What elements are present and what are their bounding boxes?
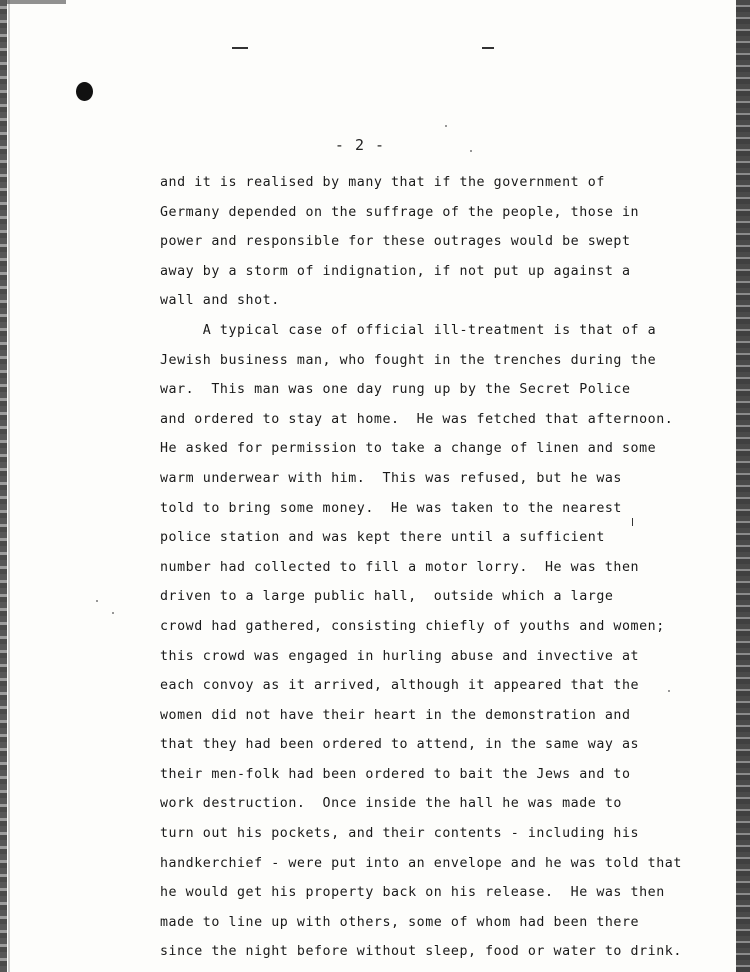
- text-line: and it is realised by many that if the government of: [160, 175, 605, 190]
- scan-mark-top: [6, 0, 66, 4]
- text-line: handkerchief - were put into an envelope and he was told that: [160, 855, 682, 871]
- text-line: this crowd was engaged in hurling abuse and invective at: [160, 648, 640, 664]
- text-line: made to line up with others, some of whom had been there: [160, 914, 640, 930]
- text-line: told to bring some money. He was taken to the nearest: [160, 500, 622, 516]
- text-line: He asked for permission to take a change of linen and some: [160, 441, 657, 457]
- text-line: work destruction. Once inside the hall he was made to: [160, 796, 622, 812]
- text-line: and ordered to stay at home. He was fetched that afternoon.: [160, 411, 674, 427]
- scan-speck: [668, 690, 670, 692]
- text-line: number had collected to fill a motor lorry. He was then: [160, 559, 640, 575]
- text-line: away by a storm of indignation, if not put up against a: [160, 263, 631, 279]
- scan-speck: [470, 150, 472, 152]
- page-number: - 2 -: [334, 136, 386, 154]
- text-line: their men-folk had been ordered to bait the Jews and to: [160, 766, 631, 782]
- punch-hole: [76, 82, 93, 101]
- text-line: crowd had gathered, consisting chiefly of youths and women;: [160, 618, 665, 634]
- text-line: driven to a large public hall, outside which a large: [160, 589, 614, 605]
- text-line: Jewish business man, who fought in the trenches during the: [160, 352, 657, 368]
- scan-speck: [445, 125, 447, 127]
- text-line: since the night before without sleep, food or water to drink.: [160, 944, 682, 960]
- scan-mark-dash: [232, 47, 248, 49]
- text-line: that they had been ordered to attend, in the same way as: [160, 737, 640, 753]
- scan-speck: [96, 600, 98, 602]
- text-line: war. This man was one day rung up by the Secret Police: [160, 382, 631, 398]
- scan-mark-dash: [482, 47, 494, 49]
- text-line: he would get his property back on his release. He was then: [160, 885, 665, 901]
- text-line: wall and shot.: [160, 293, 280, 309]
- scan-speck: [632, 518, 633, 526]
- text-line: A typical case of official ill-treatment is that of a: [160, 322, 657, 338]
- body-text: [160, 168, 720, 967]
- text-line: warm underwear with him. This was refused, but he was: [160, 470, 622, 486]
- text-line: women did not have their heart in the demonstration and: [160, 707, 631, 723]
- binding-edge-right: [736, 0, 750, 972]
- text-line: turn out his pockets, and their contents - including his: [160, 826, 640, 842]
- text-line: police station and was kept there until a sufficient: [160, 530, 605, 546]
- scan-speck: [112, 612, 114, 614]
- text-line: Germany depended on the suffrage of the people, those in: [160, 204, 640, 220]
- text-line: each convoy as it arrived, although it appeared that the: [160, 678, 640, 694]
- text-line: power and responsible for these outrages would be swept: [160, 234, 631, 250]
